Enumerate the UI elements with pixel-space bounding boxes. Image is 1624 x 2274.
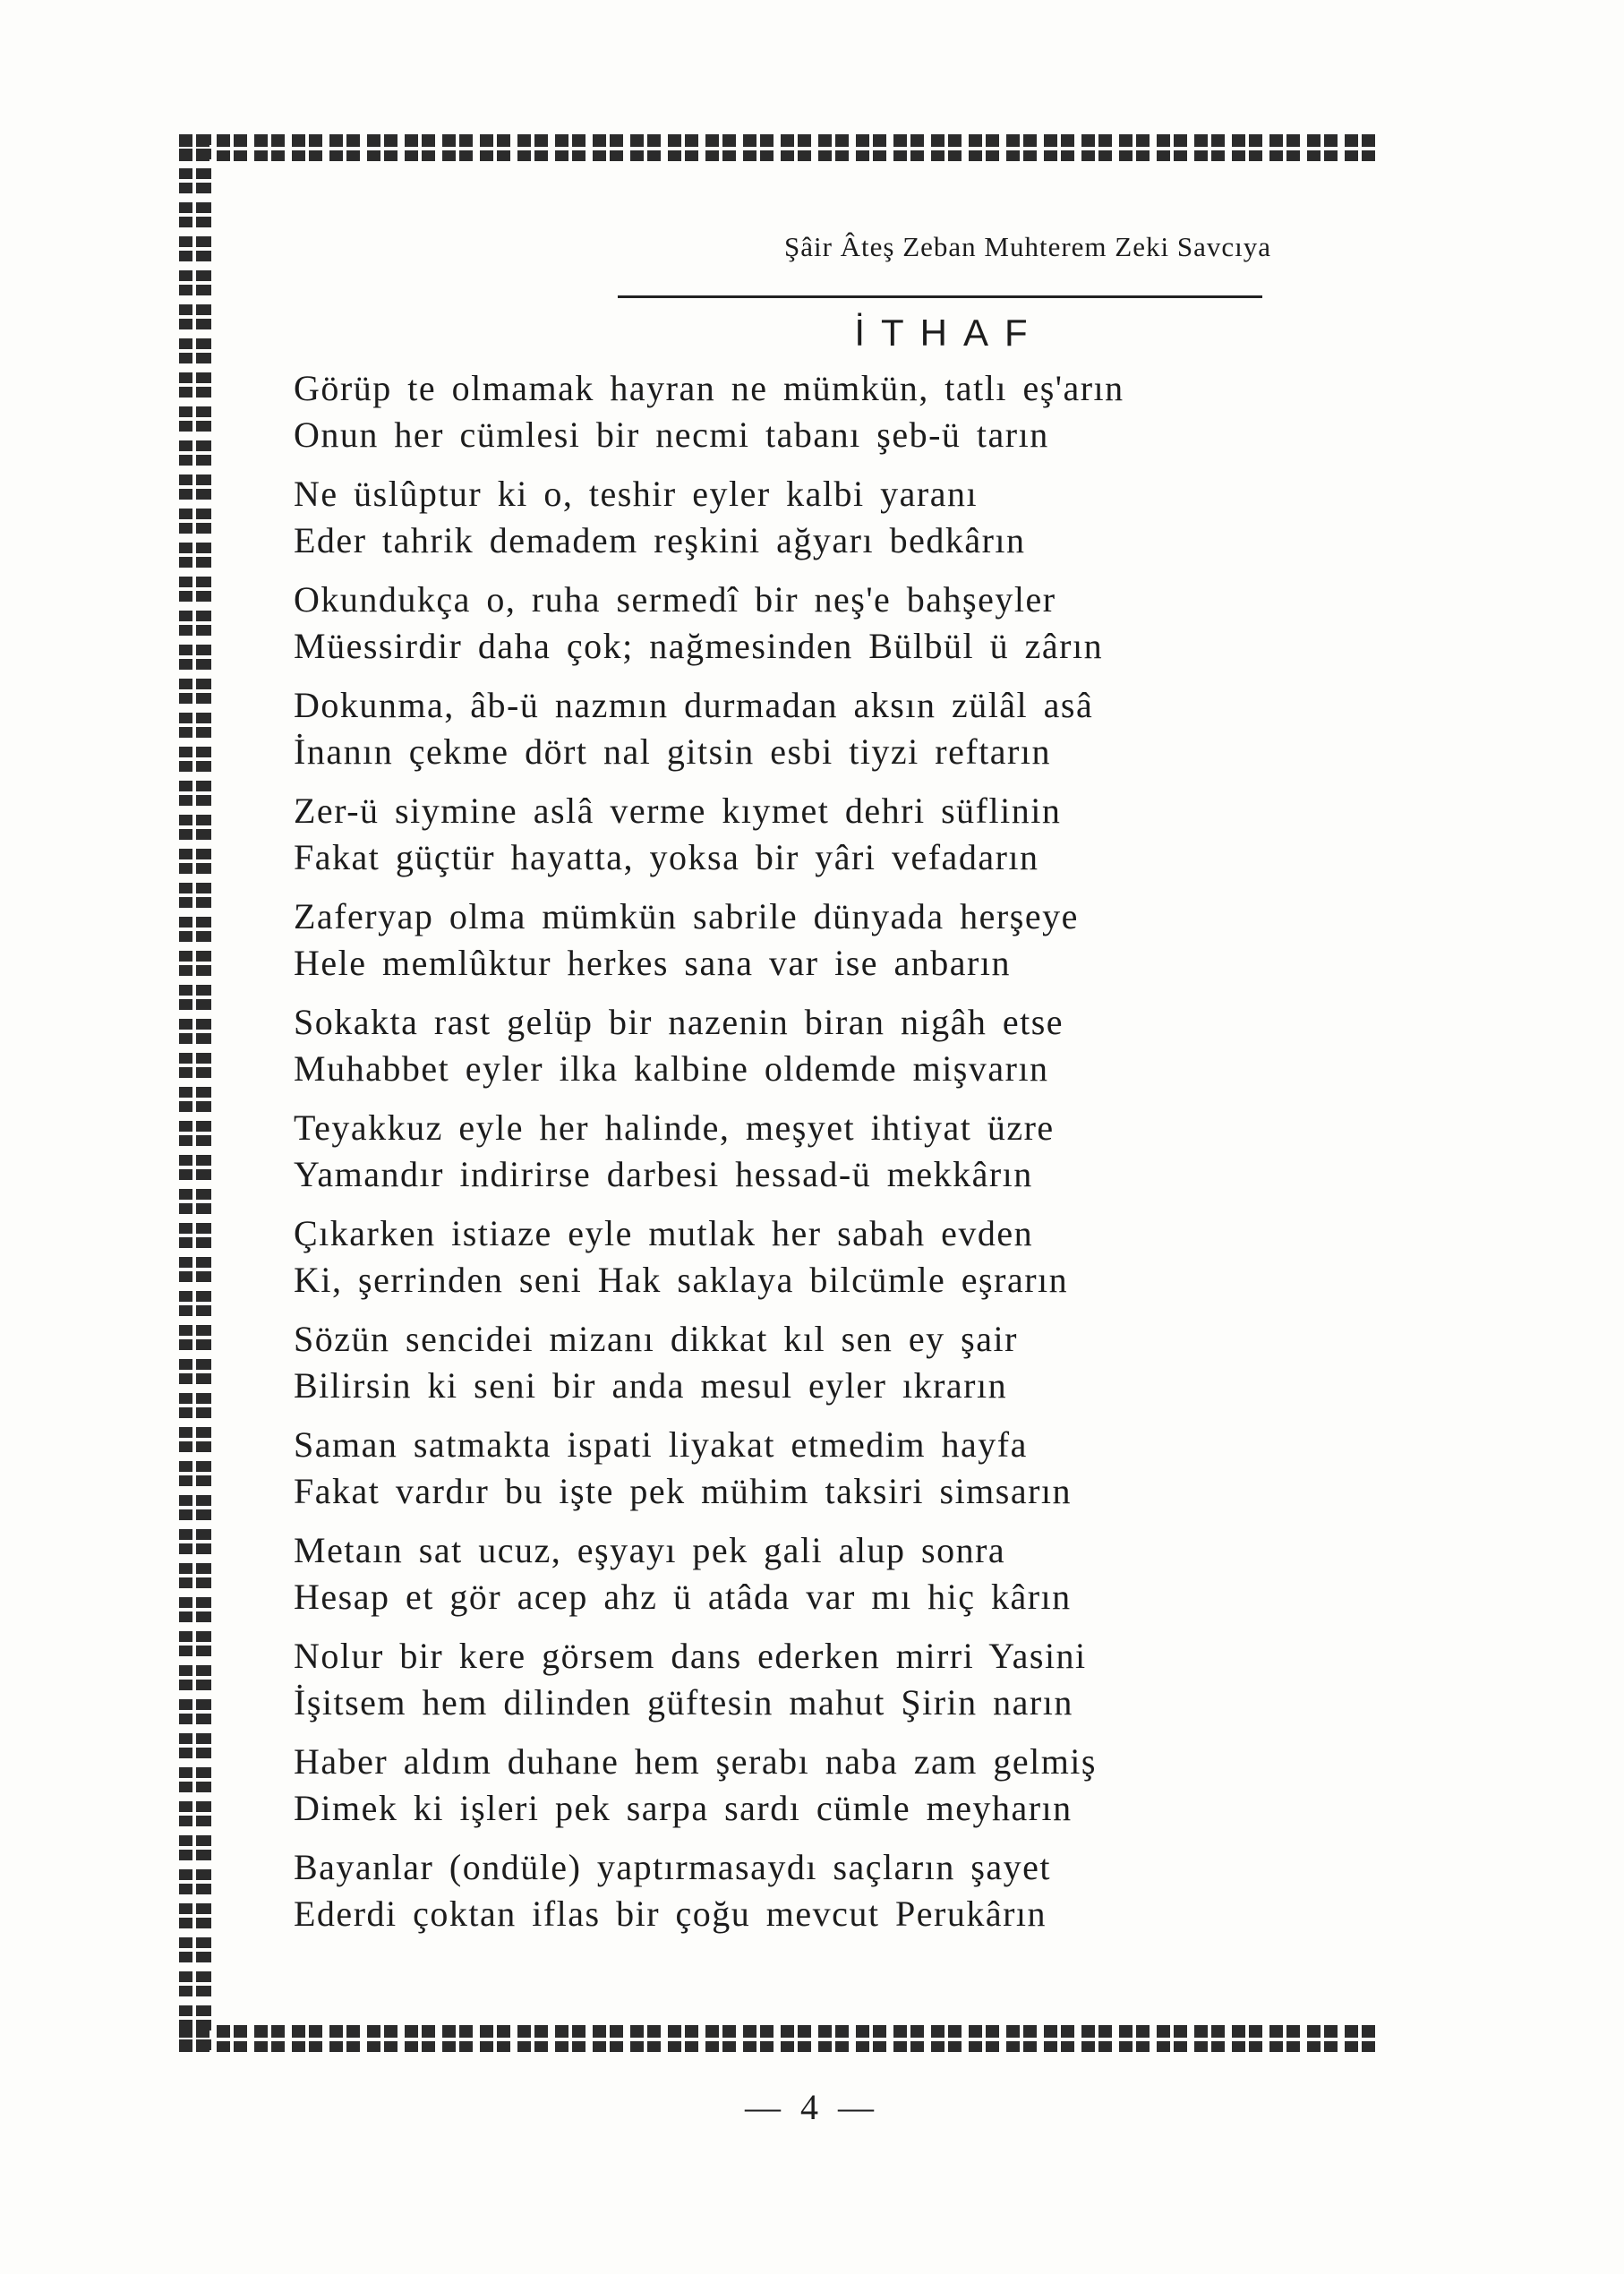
page-number: — 4 — (745, 2087, 879, 2127)
poem-title: İTHAF (854, 312, 1044, 354)
poem-line: Dimek ki işleri pek sarpa sardı cümle meyharın (294, 1788, 1073, 1828)
poem-line: Eder tahrik demadem reşkini ağyarı bedkârın (294, 520, 1026, 560)
poem-body (294, 365, 1323, 1950)
poem-line: Ne üslûptur ki o, teshir eyler kalbi yaranı (294, 474, 979, 514)
stanza (294, 1633, 1323, 1739)
stanza (294, 1210, 1323, 1316)
poem-line: Sokakta rast gelüp bir nazenin biran nigâh etse (294, 1002, 1064, 1042)
poem-line: Çıkarken istiaze eyle mutlak her sabah evden (294, 1213, 1034, 1253)
poem-line: Nolur bir kere görsem dans ederken mirri Yasini (294, 1636, 1087, 1676)
poem-line: Ki, şerrinden seni Hak saklaya bilcümle eşrarın (294, 1260, 1069, 1300)
poem-line: Bilirsin ki seni bir anda mesul eyler ıkrarın (294, 1365, 1008, 1406)
poem-line: Haber aldım duhane hem şerabı naba zam gelmiş (294, 1741, 1097, 1782)
poem-line: İnanın çekme dört nal gitsin esbi tiyzi reftarın (294, 731, 1051, 772)
stanza (294, 471, 1323, 577)
decorative-border-left (179, 134, 211, 2052)
stanza (294, 999, 1323, 1105)
poem-line: Hele memlûktur herkes sana var ise anbarın (294, 943, 1011, 983)
poem-line: Müessirdir daha çok; nağmesinden Bülbül ü zârın (294, 626, 1104, 666)
poem-line: Dokunma, âb-ü nazmın durmadan aksın zülâl asâ (294, 685, 1094, 725)
stanza (294, 682, 1323, 788)
dedication-line: Şâir Âteş Zeban Muhterem Zeki Savcıya (783, 231, 1271, 262)
poem-line: Sözün sencidei mizanı dikkat kıl sen ey şair (294, 1319, 1018, 1359)
stanza (294, 1422, 1323, 1527)
stanza (294, 1844, 1323, 1950)
poem-line: Metaın sat ucuz, eşyayı pek gali alup sonra (294, 1530, 1006, 1570)
poem-line: Zer-ü siymine aslâ verme kıymet dehri süflinin (294, 791, 1062, 831)
stanza (294, 788, 1323, 893)
stanza (294, 1739, 1323, 1844)
poem-line: Yamandır indirirse darbesi hessad-ü mekkârın (294, 1154, 1033, 1194)
poem-line: Zaferyap olma mümkün sabrile dünyada herşeye (294, 896, 1079, 936)
poem-line: Hesap et gör acep ahz ü atâda var mı hiç kârın (294, 1577, 1072, 1617)
dedication-underline (618, 295, 1262, 298)
stanza (294, 1527, 1323, 1633)
stanza (294, 893, 1323, 999)
decorative-border-bottom (179, 2025, 1379, 2052)
poem-line: Görüp te olmamak hayran ne mümkün, tatlı eş'arın (294, 368, 1124, 408)
poem-line: Ederdi çoktan iflas bir çoğu mevcut Perukârın (294, 1894, 1047, 1934)
poem-line: Onun her cümlesi bir necmi tabanı şeb-ü tarın (294, 415, 1049, 455)
poem-line: Fakat güçtür hayatta, yoksa bir yâri vefadarın (294, 837, 1039, 877)
poem-line: Teyakkuz eyle her halinde, meşyet ihtiyat üzre (294, 1107, 1055, 1148)
poem-line: Okundukça o, ruha sermedî bir neş'e bahşeyler (294, 579, 1056, 620)
poem-line: Bayanlar (ondüle) yaptırmasaydı saçların şayet (294, 1847, 1052, 1887)
poem-line: Saman satmakta ispati liyakat etmedim hayfa (294, 1424, 1028, 1465)
poem-line: Fakat vardır bu işte pek mühim taksiri simsarın (294, 1471, 1073, 1511)
decorative-border-top (179, 134, 1379, 161)
stanza (294, 365, 1323, 471)
stanza (294, 1316, 1323, 1422)
poem-line: Muhabbet eyler ilka kalbine oldemde mişvarın (294, 1048, 1049, 1089)
poem-line: İşitsem hem dilinden güftesin mahut Şirin narın (294, 1682, 1073, 1723)
stanza (294, 1105, 1323, 1210)
stanza (294, 577, 1323, 682)
